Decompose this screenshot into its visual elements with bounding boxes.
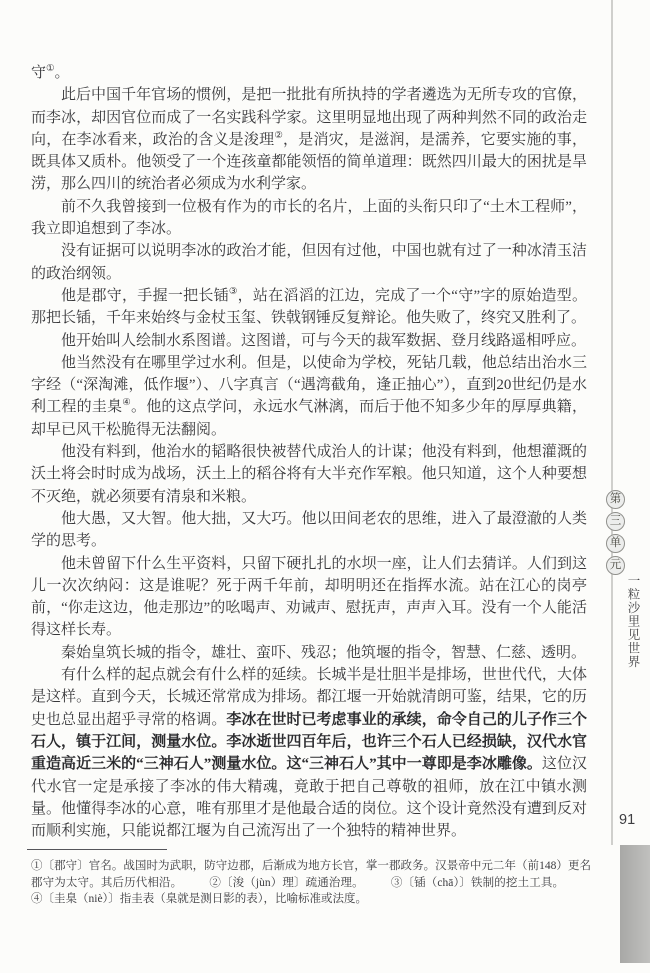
footnote-item: ②〔浚（jùn）理〕疏通治理。	[209, 876, 364, 889]
paragraph	[31, 240, 587, 285]
text-segment: 这位汉代水官一定是承接了李冰的伟大精魂，竟敢于把自己尊敬的祖师，放在江中镇水测量。他懂得李冰的心意，唯有那里才是他最合适的岗位。这个设计竟然没有遭到反对而顺利实施，只能说都江堰为自己流泻出了一个独特的精神世界。	[31, 756, 587, 840]
footnote-item: ④〔圭臬（niè）〕指圭表（臬就是测日影的表），比喻标准或法度。	[31, 893, 368, 905]
page-number: 91	[619, 812, 636, 828]
text-segment: 。	[54, 65, 70, 81]
footnote-ref: ③	[228, 286, 238, 297]
text-segment: 守	[31, 65, 47, 81]
text-segment: 他当然没有在哪里学过水利。但是，以使命为学校，死钻几载，他总结出治水三字经（“深淘滩，低作堰”）、八字真言（“遇湾截角，逢正抽心”），直到20世纪仍是水利工程的圭臬	[31, 354, 587, 416]
unit-badge-circle: 单	[606, 534, 625, 553]
paragraph	[31, 84, 587, 195]
paragraph	[31, 330, 587, 352]
text-segment: 此后中国千年官场的惯例，是把一批批有所执持的学者遴选为无所专攻的官僚，而李冰，却因官位而成了一名实践科学家。这里明显地出现了两种判然不同的政治走向，在李冰看来，政治的含义是浚理	[31, 87, 587, 148]
paragraph	[31, 553, 587, 642]
paragraph	[31, 508, 587, 553]
paragraph	[31, 352, 587, 441]
text-segment: 李冰在世时已考虑事业的承续，命令自己的儿子作三个石人，镇于江间，测量水位。李冰逝世四百年后，也许三个石人已经损缺，汉代水官重造高近三米的“三神石人”测量水位。这“三神石人”其中一尊即是李冰雕像。	[31, 711, 587, 773]
text-segment: 前不久我曾接到一位极有作为的市长的名片，上面的头衔只印了“土木工程师”，我立即追想到了李冰。	[31, 198, 587, 238]
footnote-ref: ④	[122, 398, 131, 409]
paragraph	[31, 642, 587, 664]
text-segment: 有什么样的起点就会有什么样的延续。长城半是壮胆半是排场，世世代代，大体是这样。直到今天，长城还常常成为排场。都江堰一开始就清朗可鉴，结果，它的历史也总显出超乎寻常的格调。	[31, 667, 587, 728]
paragraph	[31, 441, 587, 508]
text-segment: 没有证据可以说明李冰的政治才能，但因有过他，中国也就有过了一种冰清玉洁的政治纲领。	[31, 243, 587, 282]
paragraph	[31, 285, 587, 330]
text-segment: ，是消灾，是滋润，是濡养，它要实施的事，既具体又质朴。他领受了一个连孩童都能领悟的简单道理：既然四川最大的困扰是旱涝，那么四川的统治者必须成为水利学家。	[31, 131, 587, 193]
edge-tab	[620, 845, 650, 963]
footnote-ref: ②	[274, 130, 284, 141]
footnote-separator	[27, 849, 167, 850]
paragraph	[31, 664, 587, 842]
unit-badge	[605, 490, 626, 575]
paragraph	[31, 196, 587, 241]
text-segment: 他大愚，又大智。他大拙，又大巧。他以田间老农的思维，进入了最澄澈的人类学的思考。	[31, 510, 587, 550]
series-title: 一粒沙里见世界	[626, 574, 640, 669]
footnote-ref: ①	[46, 64, 55, 74]
text-segment: 秦始皇筑长城的指令，雄壮、蛮吓、残忍；他筑堰的指令，智慧、仁慈、透明。	[61, 644, 587, 661]
text-segment: 他开始叫人绘制水系图谱。这图谱，可与今天的裁军数据、登月线路遥相呼应。	[61, 332, 587, 349]
footnote-item: ③〔锸（chā）〕铁制的挖土工具。	[390, 876, 564, 889]
paragraph	[31, 62, 587, 84]
text-segment: 他没有料到，他治水的韬略很快被替代成治人的计谋；他没有料到，他想灌溉的沃土将会时时成为战场，沃土上的稻谷将有大半充作军粮。他只知道，这个人种要想不灭绝，就必须要有清泉和米粮。	[31, 444, 587, 505]
body-text	[31, 62, 587, 842]
text-segment: 他未曾留下什么生平资料，只留下硬扎扎的水坝一座，让人们去猜详。人们到这儿一次次纳闷：这是谁呢？死于两千年前，却明明还在指挥水流。站在江心的岗亭前，“你走这边，他走那边”的吆喝声、劝诫声、慰抚声，声声入耳。没有一个人能活得这样长寿。	[31, 555, 587, 639]
margin-rule	[611, 0, 613, 845]
unit-badge-circle: 元	[606, 556, 625, 575]
text-segment: 他是郡守，手握一把长锸	[61, 287, 229, 304]
footnotes	[31, 858, 591, 908]
text-segment: 。他的这点学问，永远水气淋漓，而后于他不知多少年的厚厚典籍，却早已风干松脆得无法翻阅。	[31, 399, 587, 438]
text-segment: ，站在滔滔的江边，完成了一个“守”字的原始造型。那把长锸，千年来始终与金杖玉玺、铁戟钢锤反复辩论。他失败了，终究又胜利了。	[31, 287, 587, 327]
unit-badge-circle: 第	[606, 490, 625, 509]
unit-badge-circle: 三	[606, 512, 625, 531]
footnote-item: ①〔郡守〕官名。战国时为武职，防守边郡，后渐成为地方长官，掌一郡政务。汉景帝中元二年（前148）更名郡守为太守。其后历代相沿。	[31, 860, 591, 889]
